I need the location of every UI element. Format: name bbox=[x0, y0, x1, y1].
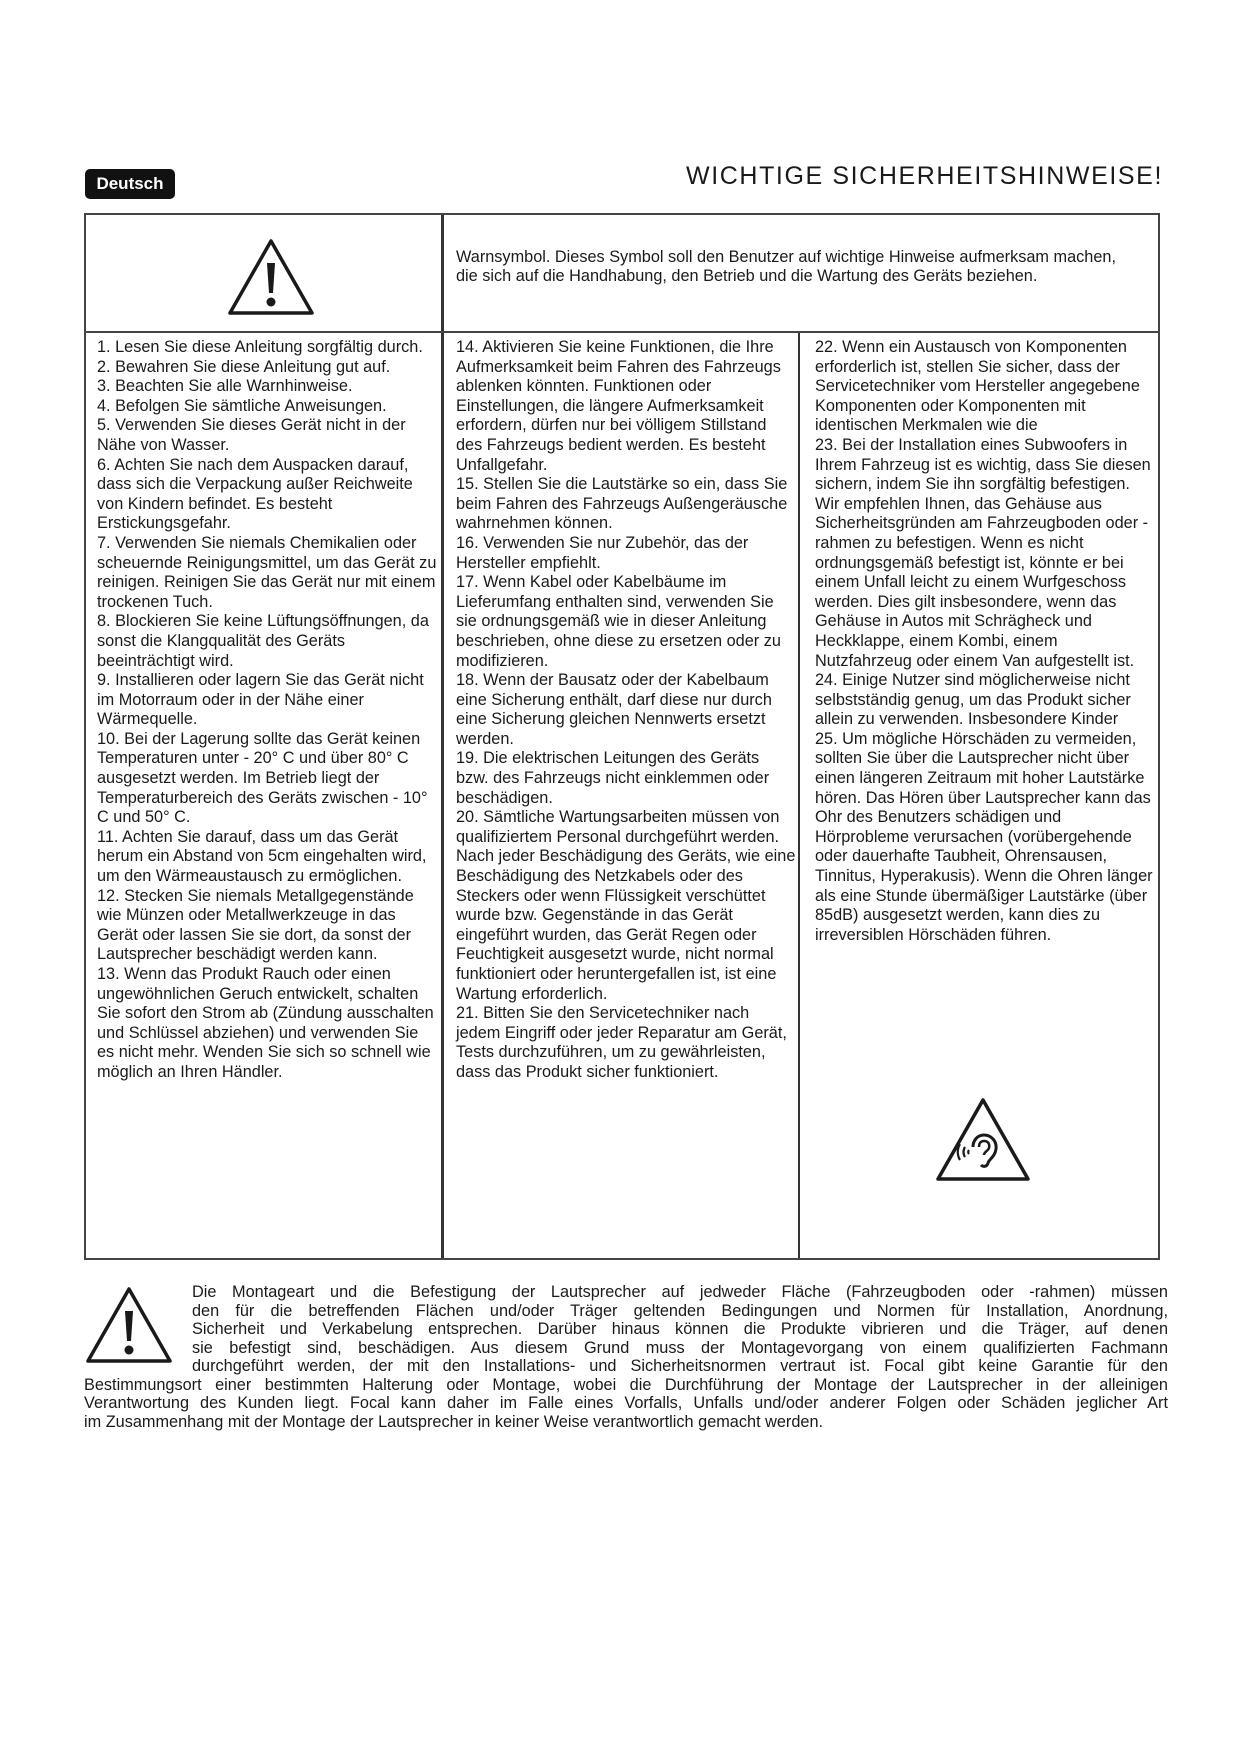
note-line: sie befestigt sind, beschädigen. Aus diesem Grund muss der Montagevorgang von einem qualifizierten Fachmann bbox=[192, 1338, 1168, 1357]
list-item: 23. Bei der Installation eines Subwoofers in Ihrem Fahrzeug ist es wichtig, dass Sie diesen sichern, indem Sie ihn sorgfältig befestigen. Wir empfehlen Ihnen, das Gehäuse aus Sicherheitsgründen am Fahrzeugboden oder -rahmen zu befestigen. Wenn es nicht ordnungsgemäß befestigt ist, könnte er bei einem Unfall leicht zu einem Wurfgeschoss werden. Dies gilt insbesondere, wenn das Gehäuse in Autos mit Schrägheck und Heckklappe, einem Kombi, einem Nutzfahrzeug oder einem Van aufgestellt ist. bbox=[815, 435, 1151, 670]
row-divider bbox=[86, 331, 1158, 333]
safety-table bbox=[84, 213, 1160, 1260]
list-item: 4. Befolgen Sie sämtliche Anweisungen. bbox=[97, 396, 387, 415]
mounting-note bbox=[84, 1283, 1168, 1431]
warning-triangle-icon bbox=[84, 1285, 174, 1365]
instructions-column-1 bbox=[97, 338, 437, 1083]
language-badge: Deutsch bbox=[85, 169, 175, 199]
list-item: 20. Sämtliche Wartungsarbeiten müssen von qualifiziertem Personal durchgeführt werden. Nach jeder Beschädigung des Geräts, wie eine Beschädigung des Netzkabels oder des Steckers oder wenn Flüssigkeit verschüttet wurde bzw. Gegenstände in das Gerät eingeführt wurden, das Gerät Regen oder Feuchtigkeit ausgesetzt wurde, nicht normal funktioniert oder heruntergefallen ist, ist eine Wartung erforderlich. bbox=[456, 808, 796, 1003]
instructions-column-2 bbox=[456, 338, 796, 1083]
list-item: 19. Die elektrischen Leitungen des Geräts bzw. des Fahrzeugs nicht einklemmen oder beschädigen. bbox=[456, 749, 770, 807]
column-divider bbox=[441, 215, 444, 1258]
column-divider bbox=[798, 331, 800, 1258]
note-line: den für die betreffenden Flächen und/oder Träger geltenden Bedingungen und Normen für Installation, Anordnung, bbox=[192, 1301, 1168, 1320]
list-item: 25. Um mögliche Hörschäden zu vermeiden, sollten Sie über die Lautsprecher nicht über einen längeren Zeitraum mit hoher Lautstärke hören. Das Hören über Lautsprecher kann das Ohr des Benutzers schädigen und Hörprobleme verursachen (vorübergehende oder dauerhafte Taubheit, Ohrensausen, Tinnitus, Hyperakusis). Wenn die Ohren länger als eine Stunde übermäßiger Lautstärke (über 85dB) ausgesetzt werden, kann dies zu irreversiblen Hörschäden führen. bbox=[815, 729, 1153, 944]
note-line: Verantwortung des Kunden liegt. Focal kann daher im Falle eines Vorfalls, Unfalls und/oder anderer Folgen oder Schäden jeglicher Art bbox=[84, 1394, 1168, 1412]
note-line: Sicherheit und Verkabelung entsprechen. Darüber hinaus können die Produkte vibrieren und die Träger, auf denen bbox=[192, 1320, 1168, 1338]
warning-triangle-icon bbox=[226, 237, 316, 317]
list-item: 2. Bewahren Sie diese Anleitung gut auf. bbox=[97, 357, 391, 376]
list-item: 24. Einige Nutzer sind möglicherweise nicht selbstständig genug, um das Produkt sicher allein zu verwenden. Insbesondere Kinder bbox=[815, 671, 1131, 729]
note-line: im Zusammenhang mit der Montage der Lautsprecher in keiner Weise verantwortlich gemacht werden. bbox=[84, 1412, 824, 1431]
hearing-warning-icon bbox=[933, 1095, 1033, 1185]
list-item: 9. Installieren oder lagern Sie das Gerät nicht im Motorraum oder in der Nähe einer Wärmequelle. bbox=[97, 671, 424, 729]
list-item: 12. Stecken Sie niemals Metallgegenstände wie Münzen oder Metallwerkzeuge in das Gerät oder lassen Sie sie dort, da sonst der Lautsprecher beschädigt werden kann. bbox=[97, 886, 414, 964]
note-line: Die Montageart und die Befestigung der Lautsprecher auf jedweder Fläche (Fahrzeugboden oder -rahmen) müssen bbox=[192, 1283, 1168, 1301]
list-item: 17. Wenn Kabel oder Kabelbäume im Lieferumfang enthalten sind, verwenden Sie sie ordnungsgemäß wie in dieser Anleitung beschrieben, ohne diese zu ersetzen oder zu modifizieren. bbox=[456, 573, 781, 670]
list-item: 11. Achten Sie darauf, dass um das Gerät herum ein Abstand von 5cm eingehalten wird, um den Wärmeaustausch zu ermöglichen. bbox=[97, 827, 427, 886]
list-item: 15. Stellen Sie die Lautstärke so ein, dass Sie beim Fahren des Fahrzeugs Außengeräusche wahrnehmen können. bbox=[456, 475, 788, 533]
list-item: 7. Verwenden Sie niemals Chemikalien oder scheuernde Reinigungsmittel, um das Gerät zu reinigen. Reinigen Sie das Gerät nur mit einem trockenen Tuch. bbox=[97, 533, 437, 611]
page-title: WICHTIGE SICHERHEITSHINWEISE! bbox=[686, 162, 1163, 190]
note-line: Bestimmungsort einer bestimmten Halterung oder Montage, wobei die Durchführung der Montage der Lautsprecher in der alleinigen bbox=[84, 1375, 1168, 1394]
list-item: 8. Blockieren Sie keine Lüftungsöffnungen, da sonst die Klangqualität des Geräts beeinträchtigt wird. bbox=[97, 612, 429, 670]
list-item: 3. Beachten Sie alle Warnhinweise. bbox=[97, 377, 353, 396]
list-item: 18. Wenn der Bausatz oder der Kabelbaum eine Sicherung enthält, darf diese nur durch eine Sicherung gleichen Nennwerts ersetzt werden. bbox=[456, 671, 772, 748]
list-item: 10. Bei der Lagerung sollte das Gerät keinen Temperaturen unter - 20° C und über 80° C ausgesetzt werden. Im Betrieb liegt der Temperaturbereich des Geräts zwischen - 10° C und 50° C. bbox=[97, 729, 428, 827]
note-line: durchgeführt werden, der mit den Installations- und Sicherheitsnormen vertraut ist. Focal gibt keine Garantie für den bbox=[192, 1357, 1168, 1375]
list-item: 22. Wenn ein Austausch von Komponenten erforderlich ist, stellen Sie sicher, dass der Servicetechniker vom Hersteller angegebene Komponenten oder Komponenten mit identischen Merkmalen wie die bbox=[815, 338, 1140, 435]
list-item: 1. Lesen Sie diese Anleitung sorgfältig durch. bbox=[97, 338, 423, 356]
list-item: 6. Achten Sie nach dem Auspacken darauf, dass sich die Verpackung außer Reichweite von Kindern befindet. Es besteht Erstickungsgefahr. bbox=[97, 455, 413, 533]
warning-symbol-description: Warnsymbol. Dieses Symbol soll den Benutzer auf wichtige Hinweise aufmerksam machen, die sich auf die Handhabung, den Betrieb und die Wartung des Geräts beziehen. bbox=[456, 248, 1116, 285]
list-item: 21. Bitten Sie den Servicetechniker nach jedem Eingriff oder jeder Reparatur am Gerät, Tests durchzuführen, um zu gewährleisten, dass das Produkt sicher funktioniert. bbox=[456, 1004, 787, 1081]
list-item: 5. Verwenden Sie dieses Gerät nicht in der Nähe von Wasser. bbox=[97, 416, 406, 454]
list-item: 13. Wenn das Produkt Rauch oder einen ungewöhnlichen Geruch entwickelt, schalten Sie sofort den Strom ab (Zündung ausschalten und Schlüssel abziehen) und verwenden Sie es nicht mehr. Wenden Sie sich so schnell wie möglich an Ihren Händler. bbox=[97, 965, 434, 1081]
list-item: 16. Verwenden Sie nur Zubehör, das der Hersteller empfiehlt. bbox=[456, 533, 749, 572]
list-item: 14. Aktivieren Sie keine Funktionen, die Ihre Aufmerksamkeit beim Fahren des Fahrzeugs ablenken könnten. Funktionen oder Einstellungen, die längere Aufmerksamkeit erfordern, dürfen nur bei völligem Stillstand des Fahrzeugs bedient werden. Es besteht Unfallgefahr. bbox=[456, 338, 781, 474]
instructions-column-3 bbox=[815, 338, 1155, 945]
